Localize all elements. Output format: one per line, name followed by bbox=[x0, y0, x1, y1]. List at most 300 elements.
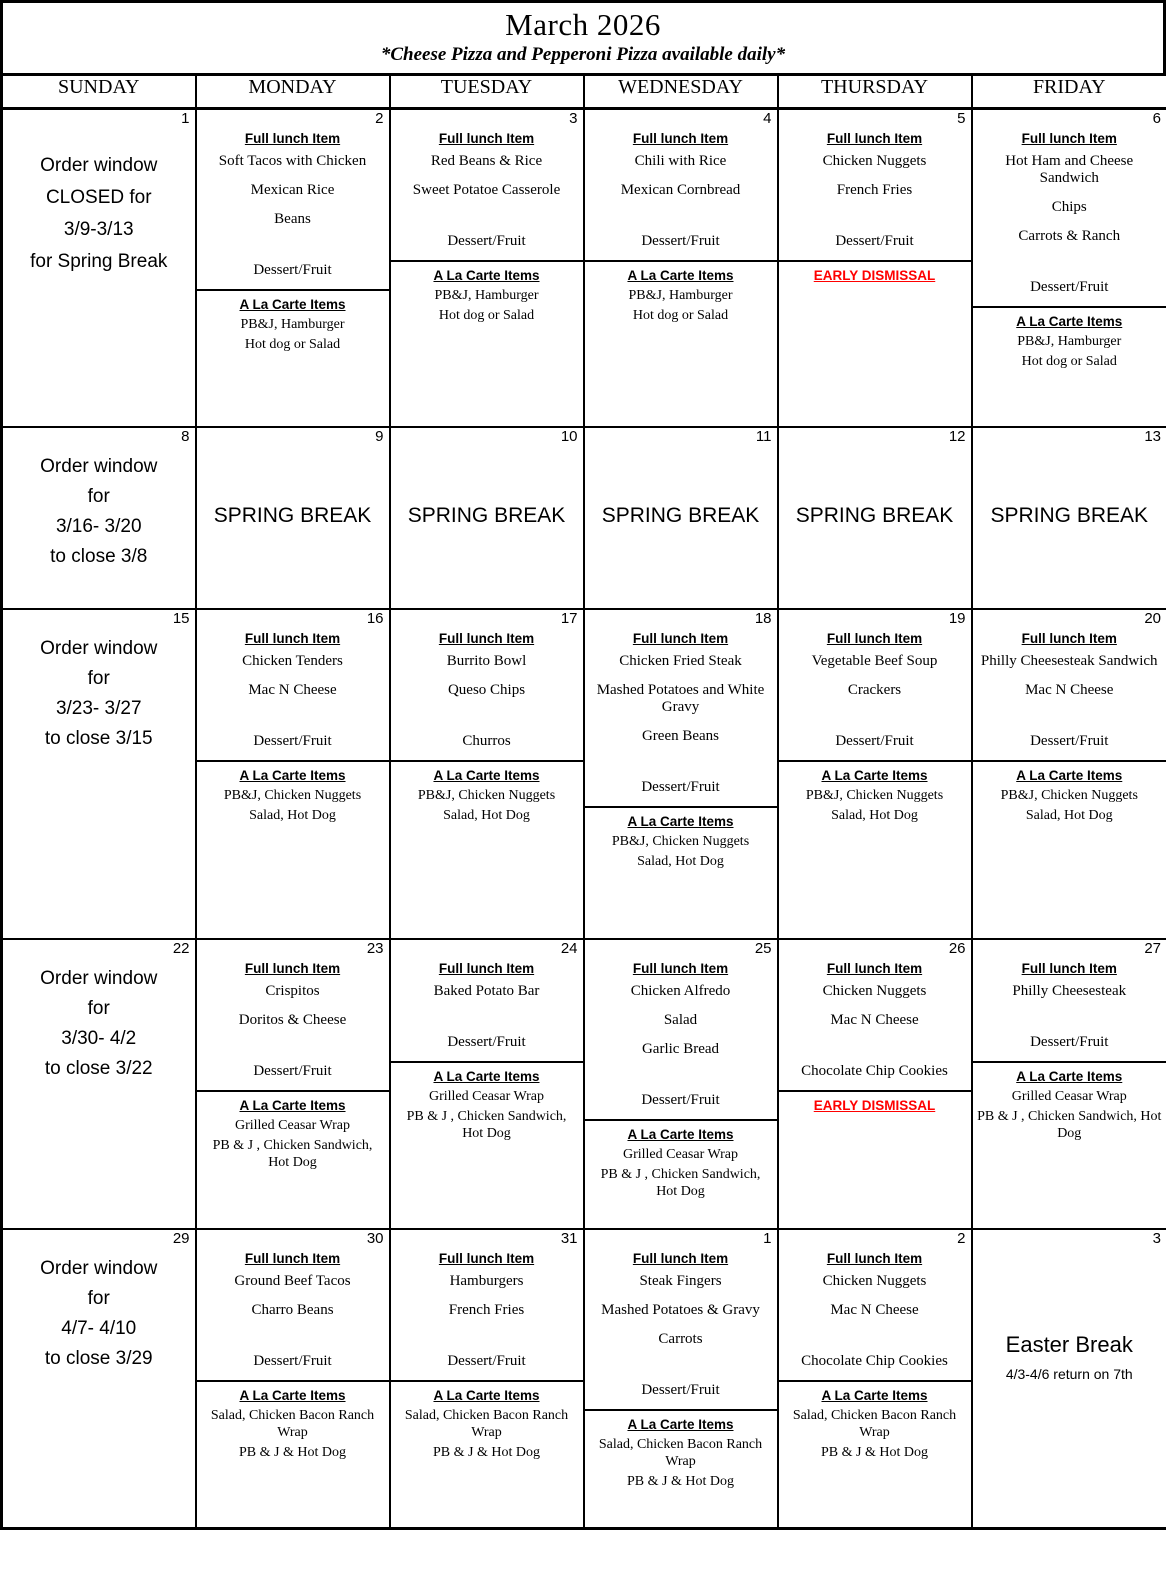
day-number: 23 bbox=[366, 939, 384, 957]
menu-item: Queso Chips bbox=[447, 681, 526, 698]
menu-item: Ground Beef Tacos bbox=[234, 1272, 351, 1289]
dessert-item: Dessert/Fruit bbox=[253, 732, 332, 749]
menu-item: Chicken Alfredo bbox=[630, 982, 731, 999]
day-cell-body bbox=[779, 446, 971, 530]
day-cell-body bbox=[197, 1250, 389, 1465]
full-lunch-item-label: Full lunch Item bbox=[826, 960, 923, 976]
a-la-carte-label: A La Carte Items bbox=[1016, 767, 1123, 783]
full-lunch-item-label: Full lunch Item bbox=[244, 960, 341, 976]
calendar-day-cell[interactable] bbox=[390, 427, 584, 609]
day-cell-body bbox=[3, 1248, 195, 1376]
menu-item: Doritos & Cheese bbox=[238, 1011, 347, 1028]
spacer bbox=[395, 1012, 579, 1034]
day-number: 16 bbox=[366, 609, 384, 627]
note-line: to close 3/29 bbox=[44, 1347, 153, 1369]
spacer bbox=[589, 757, 773, 779]
menu-item: Mac N Cheese bbox=[1025, 681, 1114, 698]
menu-item: Green Beans bbox=[641, 727, 720, 744]
easter-break-label: Easter Break bbox=[1005, 1331, 1133, 1357]
spacer bbox=[395, 711, 579, 733]
a-la-carte-item: PB & J & Hot Dog bbox=[627, 1473, 734, 1489]
a-la-carte-label: A La Carte Items bbox=[433, 1387, 540, 1403]
dessert-item: Dessert/Fruit bbox=[641, 1381, 720, 1398]
day-number: 12 bbox=[948, 427, 966, 445]
calendar-day-cell[interactable] bbox=[584, 109, 778, 427]
day-cell-body bbox=[585, 630, 777, 874]
calendar-week-row bbox=[2, 109, 1166, 427]
easter-break-note: 4/3-4/6 return on 7th bbox=[1005, 1365, 1133, 1382]
day-number: 18 bbox=[754, 609, 772, 627]
a-la-carte-section bbox=[973, 306, 1166, 372]
day-number: 10 bbox=[560, 427, 578, 445]
spring-break-label: SPRING BREAK bbox=[213, 503, 372, 527]
dessert-item: Dessert/Fruit bbox=[835, 732, 914, 749]
a-la-carte-item: Grilled Ceasar Wrap bbox=[234, 1117, 351, 1133]
dessert-item: Chocolate Chip Cookies bbox=[801, 1062, 948, 1079]
a-la-carte-item: PB&J, Hamburger bbox=[628, 288, 733, 303]
full-lunch-item-label: Full lunch Item bbox=[244, 131, 341, 146]
a-la-carte-section bbox=[585, 1409, 777, 1492]
day-number: 30 bbox=[366, 1229, 384, 1247]
day-cell-body bbox=[197, 960, 389, 1175]
menu-item: Charro Beans bbox=[251, 1301, 334, 1318]
day-cell-body bbox=[973, 1248, 1166, 1384]
menu-item: Garlic Bread bbox=[641, 1040, 720, 1057]
note-line: for bbox=[87, 1287, 110, 1309]
day-number: 9 bbox=[375, 427, 384, 445]
dessert-item: Dessert/Fruit bbox=[641, 778, 720, 795]
menu-item: Chili with Rice bbox=[634, 153, 727, 169]
weekday-header-tuesday: TUESDAY bbox=[390, 76, 584, 109]
a-la-carte-section bbox=[391, 260, 583, 326]
menu-item: Chips bbox=[1051, 199, 1087, 215]
calendar-day-cell[interactable] bbox=[584, 939, 778, 1229]
a-la-carte-item: PB&J, Hamburger bbox=[434, 288, 539, 303]
a-la-carte-item: Salad, Chicken Bacon Ranch Wrap bbox=[792, 1407, 957, 1440]
a-la-carte-item: Salad, Chicken Bacon Ranch Wrap bbox=[210, 1407, 375, 1440]
menu-item: Chicken Nuggets bbox=[822, 982, 927, 999]
a-la-carte-item: Salad, Chicken Bacon Ranch Wrap bbox=[598, 1436, 763, 1469]
note-line: to close 3/15 bbox=[44, 727, 153, 749]
a-la-carte-item: PB&J, Chicken Nuggets bbox=[1000, 787, 1138, 803]
a-la-carte-section bbox=[391, 1380, 583, 1463]
menu-item: Mashed Potatoes and White Gravy bbox=[596, 681, 765, 715]
note-line: 3/16- 3/20 bbox=[55, 515, 142, 537]
weekday-header-monday: MONDAY bbox=[196, 76, 390, 109]
day-number: 2 bbox=[957, 1229, 966, 1247]
note-line: for Spring Break bbox=[30, 251, 168, 272]
calendar-header bbox=[0, 0, 1166, 76]
full-lunch-item-label: Full lunch Item bbox=[826, 1250, 923, 1266]
calendar-day-cell[interactable] bbox=[2, 427, 196, 609]
spacer bbox=[783, 1041, 967, 1063]
a-la-carte-item: Hot dog or Salad bbox=[1021, 354, 1117, 369]
menu-item: Mashed Potatoes & Gravy bbox=[601, 1301, 760, 1318]
a-la-carte-item: Salad, Hot Dog bbox=[249, 807, 336, 823]
menu-item: Chicken Tenders bbox=[242, 652, 343, 669]
a-la-carte-item: PB&J, Hamburger bbox=[240, 317, 345, 332]
day-cell-body bbox=[3, 128, 195, 280]
calendar-day-cell[interactable] bbox=[390, 939, 584, 1229]
a-la-carte-item: Hot dog or Salad bbox=[632, 308, 729, 323]
spacer bbox=[977, 257, 1163, 279]
spring-break-label: SPRING BREAK bbox=[601, 503, 760, 527]
menu-item: Sweet Potatoe Casserole bbox=[412, 182, 561, 198]
day-cell-body bbox=[197, 630, 389, 828]
calendar-day-cell[interactable] bbox=[390, 1229, 584, 1529]
day-number: 8 bbox=[181, 427, 190, 445]
day-cell-body bbox=[391, 130, 583, 328]
day-number: 5 bbox=[957, 110, 966, 127]
a-la-carte-item: PB & J , Chicken Sandwich, Hot Dog bbox=[977, 1108, 1162, 1141]
day-cell-body bbox=[973, 960, 1166, 1146]
menu-item: Philly Cheesesteak bbox=[1012, 982, 1127, 999]
menu-item: Chicken Nuggets bbox=[822, 1272, 927, 1289]
calendar-day-cell[interactable] bbox=[2, 109, 196, 427]
day-cell-body bbox=[3, 628, 195, 756]
dessert-item: Chocolate Chip Cookies bbox=[801, 1352, 948, 1369]
spacer bbox=[201, 240, 385, 262]
calendar-day-cell[interactable] bbox=[2, 609, 196, 939]
a-la-carte-label: A La Carte Items bbox=[433, 1068, 540, 1084]
menu-item: Crispitos bbox=[265, 982, 320, 999]
menu-item: Soft Tacos with Chicken bbox=[218, 153, 367, 169]
menu-item: French Fries bbox=[836, 182, 913, 198]
day-cell-body bbox=[779, 630, 971, 828]
full-lunch-item-label: Full lunch Item bbox=[244, 630, 341, 646]
dessert-item: Dessert/Fruit bbox=[1030, 279, 1109, 295]
menu-item: Mexican Rice bbox=[250, 182, 335, 198]
a-la-carte-section bbox=[779, 1380, 971, 1463]
calendar-day-cell[interactable] bbox=[196, 427, 390, 609]
spacer bbox=[395, 1331, 579, 1353]
day-cell-body bbox=[973, 446, 1166, 530]
dessert-item: Churros bbox=[462, 732, 511, 749]
menu-item: French Fries bbox=[448, 1301, 525, 1318]
calendar-week-row bbox=[2, 427, 1166, 609]
a-la-carte-item: PB&J, Chicken Nuggets bbox=[611, 833, 750, 849]
day-number: 15 bbox=[172, 609, 190, 627]
full-lunch-item-label: Full lunch Item bbox=[438, 630, 535, 646]
day-number: 17 bbox=[560, 609, 578, 627]
spring-break-label: SPRING BREAK bbox=[407, 503, 566, 527]
note-line: 3/30- 4/2 bbox=[61, 1027, 137, 1049]
note-line: Order window bbox=[40, 155, 158, 176]
a-la-carte-item: Salad, Hot Dog bbox=[831, 807, 918, 823]
menu-item: Hot Ham and Cheese Sandwich bbox=[1005, 153, 1134, 186]
a-la-carte-section bbox=[197, 1380, 389, 1463]
full-lunch-item-label: Full lunch Item bbox=[632, 960, 729, 976]
dessert-item: Dessert/Fruit bbox=[253, 262, 332, 278]
dessert-item: Dessert/Fruit bbox=[1030, 1033, 1109, 1050]
a-la-carte-item: Hot dog or Salad bbox=[438, 308, 535, 323]
calendar-day-cell[interactable] bbox=[972, 109, 1166, 427]
a-la-carte-section bbox=[585, 806, 777, 872]
day-number: 1 bbox=[763, 1229, 772, 1247]
weekday-header-friday: FRIDAY bbox=[972, 76, 1166, 109]
a-la-carte-item: Grilled Ceasar Wrap bbox=[428, 1088, 545, 1104]
day-cell-body bbox=[391, 1250, 583, 1465]
day-cell-body bbox=[197, 446, 389, 530]
menu-item: Philly Cheesesteak Sandwich bbox=[980, 652, 1158, 669]
note-line: 3/9-3/13 bbox=[63, 219, 134, 240]
calendar-day-cell[interactable] bbox=[2, 939, 196, 1229]
a-la-carte-section bbox=[197, 289, 389, 355]
a-la-carte-label: A La Carte Items bbox=[433, 268, 540, 283]
calendar-day-cell[interactable] bbox=[584, 1229, 778, 1529]
a-la-carte-section bbox=[585, 260, 777, 326]
spacer bbox=[589, 211, 773, 233]
a-la-carte-item: PB & J , Chicken Sandwich, Hot Dog bbox=[600, 1166, 761, 1199]
day-cell-body bbox=[585, 1250, 777, 1494]
note-line: Order window bbox=[40, 637, 158, 659]
a-la-carte-item: PB&J, Chicken Nuggets bbox=[417, 787, 556, 803]
note-line: Order window bbox=[40, 455, 158, 477]
menu-item: Red Beans & Rice bbox=[430, 153, 543, 169]
dessert-item: Dessert/Fruit bbox=[447, 1352, 526, 1369]
note-line: for bbox=[87, 485, 110, 507]
a-la-carte-item: PB&J, Chicken Nuggets bbox=[805, 787, 944, 803]
note-line: 4/7- 4/10 bbox=[61, 1317, 137, 1339]
day-number: 20 bbox=[1144, 609, 1161, 627]
early-dismissal-badge: EARLY DISMISSAL bbox=[813, 1097, 936, 1113]
menu-item: Hamburgers bbox=[449, 1272, 524, 1289]
calendar-day-cell[interactable] bbox=[778, 109, 972, 427]
calendar-day-cell[interactable] bbox=[584, 427, 778, 609]
calendar-day-cell[interactable] bbox=[972, 939, 1166, 1229]
day-cell-body bbox=[391, 446, 583, 530]
a-la-carte-item: PB&J, Chicken Nuggets bbox=[223, 787, 362, 803]
note-line: to close 3/8 bbox=[50, 545, 148, 567]
a-la-carte-section bbox=[779, 1090, 971, 1116]
menu-item: Mac N Cheese bbox=[830, 1011, 919, 1028]
day-cell-body bbox=[3, 958, 195, 1086]
a-la-carte-label: A La Carte Items bbox=[821, 767, 928, 783]
a-la-carte-item: PB & J & Hot Dog bbox=[821, 1444, 928, 1460]
a-la-carte-label: A La Carte Items bbox=[821, 1387, 928, 1403]
calendar-day-cell[interactable] bbox=[972, 1229, 1166, 1529]
day-number: 4 bbox=[763, 110, 772, 127]
day-number: 26 bbox=[948, 939, 966, 957]
page-subtitle: *Cheese Pizza and Pepperoni Pizza available daily* bbox=[380, 44, 786, 65]
spacer bbox=[783, 1331, 967, 1353]
spacer bbox=[977, 1012, 1163, 1034]
spring-break-label: SPRING BREAK bbox=[990, 503, 1149, 527]
day-cell-body bbox=[779, 130, 971, 288]
calendar-day-cell[interactable] bbox=[390, 609, 584, 939]
dessert-item: Dessert/Fruit bbox=[1030, 732, 1109, 749]
a-la-carte-section bbox=[197, 1090, 389, 1173]
spacer bbox=[201, 711, 385, 733]
full-lunch-item-label: Full lunch Item bbox=[1021, 630, 1117, 646]
day-number: 3 bbox=[569, 110, 578, 127]
spacer bbox=[783, 211, 967, 233]
a-la-carte-item: Salad, Hot Dog bbox=[637, 853, 724, 869]
weekday-header-wednesday: WEDNESDAY bbox=[584, 76, 778, 109]
a-la-carte-item: PB&J, Hamburger bbox=[1017, 334, 1122, 349]
calendar-day-cell[interactable] bbox=[778, 939, 972, 1229]
full-lunch-item-label: Full lunch Item bbox=[826, 630, 923, 646]
calendar-day-cell[interactable] bbox=[196, 609, 390, 939]
a-la-carte-item: Grilled Ceasar Wrap bbox=[1011, 1088, 1127, 1104]
a-la-carte-item: PB & J & Hot Dog bbox=[239, 1444, 346, 1460]
weekday-header-thursday: THURSDAY bbox=[778, 76, 972, 109]
menu-item: Burrito Bowl bbox=[446, 652, 527, 669]
calendar-week-row bbox=[2, 609, 1166, 939]
a-la-carte-section bbox=[779, 760, 971, 826]
day-cell-body bbox=[585, 446, 777, 530]
a-la-carte-label: A La Carte Items bbox=[239, 1387, 346, 1403]
order-window-note bbox=[7, 128, 191, 278]
dessert-item: Dessert/Fruit bbox=[641, 233, 720, 249]
note-line: Order window bbox=[40, 1257, 158, 1279]
full-lunch-item-label: Full lunch Item bbox=[438, 1250, 535, 1266]
dessert-item: Dessert/Fruit bbox=[447, 1033, 526, 1050]
menu-item: Steak Fingers bbox=[639, 1272, 722, 1289]
calendar-grid bbox=[0, 76, 1166, 1530]
day-number: 1 bbox=[181, 110, 190, 127]
full-lunch-item-label: Full lunch Item bbox=[1021, 131, 1117, 146]
order-window-note bbox=[7, 958, 191, 1084]
calendar-day-cell[interactable] bbox=[390, 109, 584, 427]
day-number: 22 bbox=[172, 939, 190, 957]
note-line: Order window bbox=[40, 967, 158, 989]
dessert-item: Dessert/Fruit bbox=[447, 233, 526, 249]
a-la-carte-item: PB & J & Hot Dog bbox=[433, 1444, 540, 1460]
a-la-carte-section bbox=[585, 1119, 777, 1202]
calendar-day-cell[interactable] bbox=[972, 427, 1166, 609]
calendar-day-cell[interactable] bbox=[778, 1229, 972, 1529]
day-cell-body bbox=[585, 960, 777, 1204]
dessert-item: Dessert/Fruit bbox=[641, 1091, 720, 1108]
day-cell-body bbox=[3, 446, 195, 574]
calendar-day-cell[interactable] bbox=[196, 939, 390, 1229]
full-lunch-item-label: Full lunch Item bbox=[632, 1250, 729, 1266]
a-la-carte-label: A La Carte Items bbox=[627, 1126, 734, 1142]
note-line: 3/23- 3/27 bbox=[55, 697, 142, 719]
full-lunch-item-label: Full lunch Item bbox=[438, 960, 535, 976]
calendar-day-cell[interactable] bbox=[196, 109, 390, 427]
weekday-header-row bbox=[2, 76, 1166, 109]
order-window-note bbox=[7, 628, 191, 754]
day-cell-body bbox=[973, 630, 1166, 828]
a-la-carte-item: Salad, Hot Dog bbox=[1025, 807, 1113, 823]
full-lunch-item-label: Full lunch Item bbox=[632, 630, 729, 646]
day-number: 3 bbox=[1152, 1229, 1161, 1247]
full-lunch-item-label: Full lunch Item bbox=[1021, 960, 1117, 976]
calendar-day-cell[interactable] bbox=[584, 609, 778, 939]
menu-item: Mexican Cornbread bbox=[620, 182, 741, 198]
calendar-day-cell[interactable] bbox=[778, 609, 972, 939]
menu-item: Carrots & Ranch bbox=[1018, 228, 1121, 244]
a-la-carte-section bbox=[779, 260, 971, 286]
note-line: for bbox=[87, 667, 110, 689]
menu-item: Crackers bbox=[847, 681, 902, 698]
a-la-carte-section bbox=[973, 1061, 1166, 1144]
calendar-day-cell[interactable] bbox=[2, 1229, 196, 1529]
menu-item: Mac N Cheese bbox=[248, 681, 337, 698]
menu-item: Salad bbox=[663, 1011, 698, 1028]
calendar-day-cell[interactable] bbox=[778, 427, 972, 609]
weekday-header-sunday: SUNDAY bbox=[2, 76, 196, 109]
a-la-carte-section bbox=[197, 760, 389, 826]
day-cell-body bbox=[973, 130, 1166, 374]
a-la-carte-label: A La Carte Items bbox=[239, 297, 346, 312]
full-lunch-item-label: Full lunch Item bbox=[244, 1250, 341, 1266]
spacer bbox=[201, 1331, 385, 1353]
menu-item: Carrots bbox=[658, 1330, 703, 1347]
note-line: for bbox=[87, 997, 110, 1019]
calendar-day-cell[interactable] bbox=[196, 1229, 390, 1529]
dessert-item: Dessert/Fruit bbox=[253, 1062, 332, 1079]
a-la-carte-label: A La Carte Items bbox=[627, 268, 734, 283]
day-cell-body bbox=[391, 960, 583, 1146]
order-window-note bbox=[7, 446, 191, 572]
menu-item: Chicken Nuggets bbox=[822, 153, 927, 169]
day-cell-body bbox=[779, 1250, 971, 1465]
day-number: 24 bbox=[560, 939, 578, 957]
day-number: 25 bbox=[754, 939, 772, 957]
a-la-carte-item: Salad, Hot Dog bbox=[443, 807, 530, 823]
day-number: 2 bbox=[375, 110, 384, 127]
dessert-item: Dessert/Fruit bbox=[835, 233, 914, 249]
day-cell-body bbox=[585, 130, 777, 328]
a-la-carte-label: A La Carte Items bbox=[433, 767, 540, 783]
spacer bbox=[395, 211, 579, 233]
day-number: 27 bbox=[1144, 939, 1161, 957]
note-line: CLOSED for bbox=[45, 187, 152, 208]
spacer bbox=[589, 1070, 773, 1092]
day-number: 19 bbox=[948, 609, 966, 627]
day-cell-body bbox=[197, 130, 389, 357]
calendar-day-cell[interactable] bbox=[972, 609, 1166, 939]
spacer bbox=[977, 711, 1163, 733]
a-la-carte-label: A La Carte Items bbox=[627, 813, 734, 829]
calendar-week-row bbox=[2, 939, 1166, 1229]
day-number: 11 bbox=[755, 427, 772, 445]
spacer bbox=[201, 1041, 385, 1063]
full-lunch-item-label: Full lunch Item bbox=[438, 131, 535, 146]
a-la-carte-item: Salad, Chicken Bacon Ranch Wrap bbox=[404, 1407, 569, 1440]
full-lunch-item-label: Full lunch Item bbox=[632, 131, 729, 146]
a-la-carte-label: A La Carte Items bbox=[1016, 314, 1123, 329]
day-number: 6 bbox=[1152, 110, 1161, 127]
a-la-carte-item: Grilled Ceasar Wrap bbox=[622, 1146, 739, 1162]
a-la-carte-item: PB & J , Chicken Sandwich, Hot Dog bbox=[212, 1137, 373, 1170]
menu-item: Chicken Fried Steak bbox=[619, 652, 742, 669]
day-cell-body bbox=[391, 630, 583, 828]
calendar-week-row bbox=[2, 1229, 1166, 1529]
order-window-note bbox=[7, 1248, 191, 1374]
a-la-carte-item: Hot dog or Salad bbox=[244, 337, 341, 352]
page-title: March 2026 bbox=[505, 7, 661, 42]
day-number: 31 bbox=[560, 1229, 578, 1247]
dessert-item: Dessert/Fruit bbox=[253, 1352, 332, 1369]
a-la-carte-section bbox=[391, 760, 583, 826]
a-la-carte-label: A La Carte Items bbox=[627, 1416, 734, 1432]
a-la-carte-section bbox=[973, 760, 1166, 826]
a-la-carte-item: PB & J , Chicken Sandwich, Hot Dog bbox=[406, 1108, 567, 1141]
menu-item: Vegetable Beef Soup bbox=[811, 652, 938, 669]
menu-item: Beans bbox=[274, 211, 311, 227]
a-la-carte-label: A La Carte Items bbox=[239, 1097, 346, 1113]
menu-item: Mac N Cheese bbox=[830, 1301, 919, 1318]
a-la-carte-label: A La Carte Items bbox=[1016, 1068, 1123, 1084]
note-line: to close 3/22 bbox=[44, 1057, 153, 1079]
spacer bbox=[589, 1360, 773, 1382]
menu-item: Baked Potato Bar bbox=[433, 982, 540, 999]
full-lunch-item-label: Full lunch Item bbox=[826, 131, 923, 146]
